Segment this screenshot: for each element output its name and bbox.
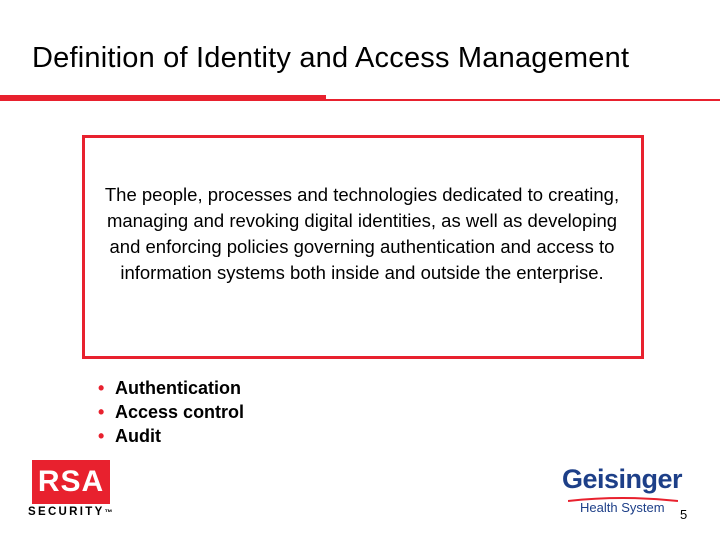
bullet-label: Access control <box>115 402 245 422</box>
rsa-security-logo <box>28 460 116 520</box>
bullet-dot: • <box>98 402 105 422</box>
bullet-dot: • <box>98 426 105 446</box>
bullet-item-authentication <box>98 376 244 400</box>
definition-text: The people, processes and technologies dedicated to creating, managing and revoking digital identities, as well as developing and enforcing policies governing authentication and access to information systems both inside and outside the enterprise. <box>104 184 620 283</box>
rsa-logo-letters: RSA <box>37 465 105 498</box>
bullet-item-access-control <box>98 400 244 424</box>
title-underline-thin <box>326 99 720 101</box>
bullet-dot: • <box>98 378 105 398</box>
bullet-label: Authentication <box>115 378 241 398</box>
trademark-mark: ™ <box>104 508 113 517</box>
title-underline-thick <box>0 95 326 101</box>
geisinger-logo-subtitle: Health System <box>580 500 665 515</box>
rsa-caption-text: SECURITY <box>28 506 105 518</box>
bullet-list <box>98 376 244 448</box>
geisinger-logo <box>560 462 684 520</box>
slide-number: 5 <box>680 507 688 522</box>
rsa-logo-caption <box>28 505 116 520</box>
bullet-label: Audit <box>115 426 161 446</box>
geisinger-logo-name: Geisinger <box>562 464 683 494</box>
slide-title: Definition of Identity and Access Management <box>32 42 630 74</box>
bullet-item-audit <box>98 424 244 448</box>
